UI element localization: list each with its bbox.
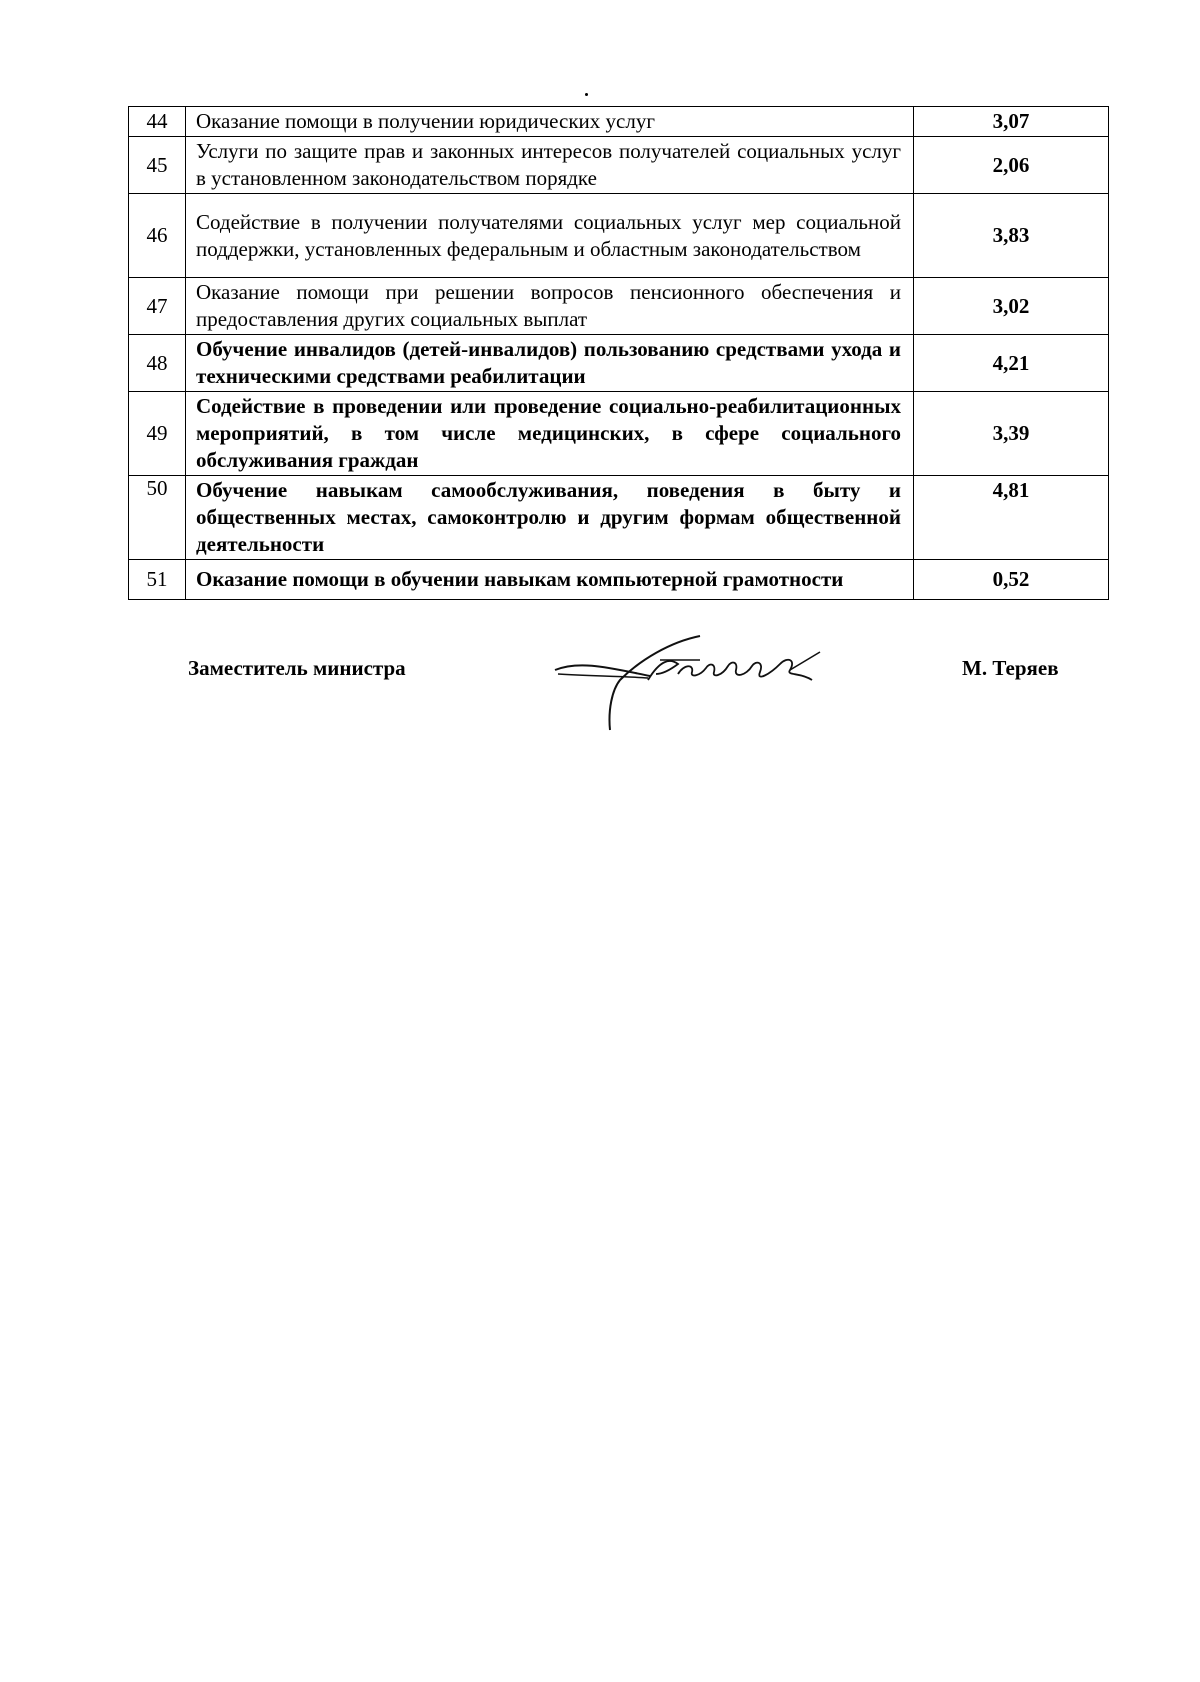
table-row: [129, 476, 1109, 560]
row-number: 45: [129, 137, 186, 194]
handwritten-signature-icon: [550, 630, 870, 740]
row-number: 47: [129, 278, 186, 335]
service-value: 0,52: [914, 560, 1109, 600]
row-number: 50: [129, 476, 186, 560]
service-description: Обучение инвалидов (детей-инвалидов) пользованию средствами ухода и техническими средствами реабилитации: [186, 335, 914, 392]
service-value: 4,81: [914, 476, 1109, 560]
table-row: [129, 392, 1109, 476]
table-row: [129, 560, 1109, 600]
service-description: Оказание помощи при решении вопросов пенсионного обеспечения и предоставления других социальных выплат: [186, 278, 914, 335]
service-description: Содействие в проведении или проведение социально-реабилитационных мероприятий, в том числе медицинских, в сфере социального обслуживания граждан: [186, 392, 914, 476]
table-row: [129, 278, 1109, 335]
service-description: Услуги по защите прав и законных интересов получателей социальных услуг в установленном законодательством порядке: [186, 137, 914, 194]
service-value: 2,06: [914, 137, 1109, 194]
service-description: Обучение навыкам самообслуживания, поведения в быту и общественных местах, самоконтролю и другим формам общественной деятельности: [186, 476, 914, 560]
service-description: Оказание помощи в обучении навыкам компьютерной грамотности: [186, 560, 914, 600]
service-value: 3,02: [914, 278, 1109, 335]
row-number: 49: [129, 392, 186, 476]
row-number: 48: [129, 335, 186, 392]
row-number: 51: [129, 560, 186, 600]
service-description: Содействие в получении получателями социальных услуг мер социальной поддержки, установленных федеральным и областным законодательством: [186, 194, 914, 278]
service-value: 3,39: [914, 392, 1109, 476]
signature-block: [0, 640, 1200, 740]
services-table: [128, 106, 1109, 600]
scan-dot: [585, 93, 588, 96]
position-title: Заместитель министра: [188, 656, 406, 680]
signer-name: М. Теряев: [962, 656, 1059, 680]
service-value: 3,07: [914, 107, 1109, 137]
table-row: [129, 107, 1109, 137]
service-description: Оказание помощи в получении юридических услуг: [186, 107, 914, 137]
table-row: [129, 335, 1109, 392]
row-number: 44: [129, 107, 186, 137]
service-value: 4,21: [914, 335, 1109, 392]
table-row: [129, 137, 1109, 194]
row-number: 46: [129, 194, 186, 278]
service-value: 3,83: [914, 194, 1109, 278]
table-row: [129, 194, 1109, 278]
